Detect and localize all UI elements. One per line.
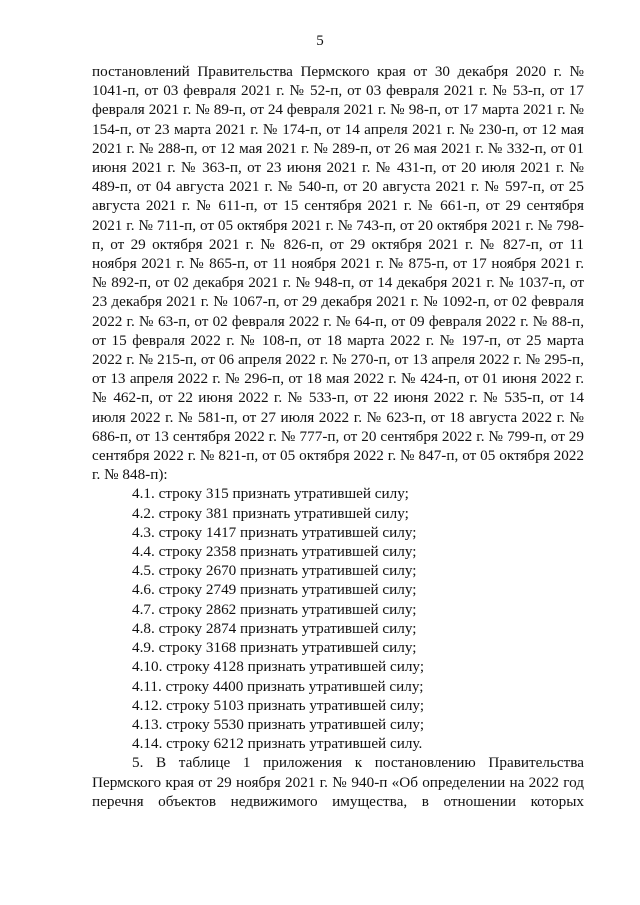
list-item: 4.14. строку 6212 признать утратившей силу. (132, 735, 423, 753)
intro-paragraph: постановлений Правительства Пермского края от 30 декабря 2020 г. № 1041-п, от 03 февраля 2021 г. № 52-п, от 03 февраля 2021 г. № 53-п, от 17 февраля 2021 г. № 89-п, от 24 февраля 2021 г. № 98-п, от 17 марта 2021 г. № 154-п, от 23 марта 2021 г. № 174-п, от 14 апреля 2021 г. № 230-п, от 12 мая 2021 г. № 288-п, от 12 мая 2021 г. № 289-п, от 26 мая 2021 г. № 332-п, от 01 июня 2021 г. № 363-п, от 23 июня 2021 г. № 431-п, от 20 июля 2021 г. № 489-п, от 04 августа 2021 г. № 540-п, от 20 августа 2021 г. № 597-п, от 25 августа 2021 г. № 611-п, от 15 сентября 2021 г. № 661-п, от 29 сентября 2021 г. № 711-п, от 05 октября 2021 г. № 743-п, от 20 октября 2021 г. № 798-п, от 29 октября 2021 г. № 826-п, от 29 октября 2021 г. № 827-п, от 11 ноября 2021 г. № 865-п, от 11 ноября 2021 г. № 875-п, от 17 ноября 2021 г. № 892-п, от 02 декабря 2021 г. № 948-п, от 14 декабря 2021 г. № 1037-п, от 23 декабря 2021 г. № 1067-п, от 29 декабря 2021 г. № 1092-п, от 02 февраля 2022 г. № 63-п, от 02 февраля 2022 г. № 64-п, от 09 февраля 2022 г. № 88-п, от 15 февраля 2022 г. № 108-п, от 18 марта 2022 г. № 197-п, от 25 марта 2022 г. № 215-п, от 06 апреля 2022 г. № 270-п, от 13 апреля 2022 г. № 295-п, от 13 апреля 2022 г. № 296-п, от 18 мая 2022 г. № 424-п, от 01 июня 2022 г. № 462-п, от 22 июня 2022 г. № 533-п, от 22 июня 2022 г. № 535-п, от 14 июля 2022 г. № 581-п, от 27 июля 2022 г. № 623-п, от 18 августа 2022 г. № 686-п, от 13 сентября 2022 г. № 777-п, от 20 сентября 2022 г. № 799-п, от 29 сентября 2022 г. № 821-п, от 05 октября 2022 г. № 847-п, от 05 октября 2022 г. № 848-п): (92, 63, 584, 484)
list-item: 4.3. строку 1417 признать утратившей силу; (132, 523, 417, 541)
list-item: 4.8. строку 2874 признать утратившей силу; (132, 619, 417, 637)
list-item: 4.13. строку 5530 признать утратившей силу; (132, 715, 425, 733)
page-number: 5 (316, 33, 324, 49)
closing-paragraph: 5. В таблице 1 приложения к постановлению Правительства Пермского края от 29 ноября 2021 г. № 940-п «Об определении на 2022 год перечня объектов недвижимого имущества, в отношении которых (92, 754, 584, 810)
list-item: 4.9. строку 3168 признать утратившей силу; (132, 639, 417, 657)
list-item: 4.2. строку 381 признать утратившей силу; (132, 504, 409, 522)
list-item: 4.12. строку 5103 признать утратившей силу; (132, 696, 425, 714)
amendment-list (92, 484, 584, 753)
list-item: 4.11. строку 4400 признать утратившей силу; (132, 677, 424, 695)
list-item: 4.5. строку 2670 признать утратившей силу; (132, 562, 417, 580)
list-item: 4.7. строку 2862 признать утратившей силу; (132, 600, 417, 618)
document-body (92, 62, 584, 811)
list-item: 4.4. строку 2358 признать утратившей силу; (132, 543, 417, 561)
list-item: 4.10. строку 4128 признать утратившей силу; (132, 658, 425, 676)
list-item: 4.6. строку 2749 признать утратившей силу; (132, 581, 417, 599)
list-item: 4.1. строку 315 признать утратившей силу; (132, 485, 409, 503)
